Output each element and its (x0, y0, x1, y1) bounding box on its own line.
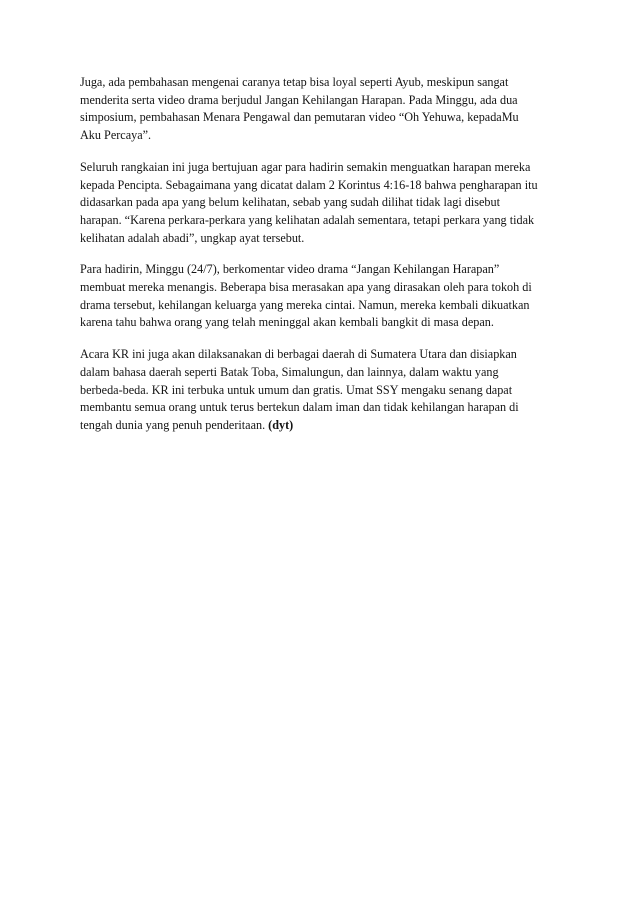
text-line: Acara KR ini juga akan dilaksanakan di berbagai daerah di Sumatera Utara dan disiapkan (80, 347, 517, 362)
text-line: karena tahu bahwa orang yang telah meninggal akan kembali bangkit di masa depan. (80, 315, 494, 330)
paragraph-2 (80, 159, 564, 248)
text-line: simposium, pembahasan Menara Pengawal dan pemutaran video “Oh Yehuwa, kepadaMu (80, 110, 519, 125)
text-line: membantu semua orang untuk terus bertekun dalam iman dan tidak kehilangan harapan di (80, 400, 519, 415)
text-line: didasarkan pada apa yang belum kelihatan, sebab yang sudah dilihat tidak lagi disebut (80, 195, 501, 210)
text-line: drama tersebut, kehilangan keluarga yang mereka cintai. Namun, mereka kembali dikuatkan (80, 297, 530, 312)
text-line: Para hadirin, Minggu (24/7), berkomentar video drama “Jangan Kehilangan Harapan” (80, 262, 500, 277)
text-line: kepada Pencipta. Sebagaimana yang dicatat dalam 2 Korintus 4:16-18 bahwa pengharapan itu (80, 177, 538, 192)
text-line: dalam bahasa daerah seperti Batak Toba, Simalungun, dan lainnya, dalam waktu yang (80, 364, 499, 379)
text-line: menderita serta video drama berjudul Jangan Kehilangan Harapan. Pada Minggu, ada dua (80, 92, 518, 107)
text-line-content: tengah dunia yang penuh penderitaan. (80, 417, 266, 432)
text-line: berbeda-beda. KR ini terbuka untuk umum dan gratis. Umat SSY mengaku senang dapat (80, 382, 513, 397)
text-line: harapan. “Karena perkara-perkara yang kelihatan adalah sementara, tetapi perkara yang tidak (80, 212, 535, 227)
paragraph-4 (80, 346, 564, 435)
text-line: Aku Percaya”. (80, 128, 152, 143)
text-line: Juga, ada pembahasan mengenai caranya tetap bisa loyal seperti Ayub, meskipun sangat (80, 75, 509, 89)
text-line: Seluruh rangkaian ini juga bertujuan agar para hadirin semakin menguatkan harapan mereka (80, 159, 531, 174)
paragraph-3 (80, 261, 564, 332)
text-line-last (80, 417, 564, 435)
text-line: kelihatan adalah abadi”, ungkap ayat tersebut. (80, 230, 305, 245)
paragraph-1 (80, 74, 564, 145)
text-line: membuat mereka menangis. Beberapa bisa merasakan apa yang dirasakan oleh para tokoh di (80, 280, 532, 295)
document-page (80, 74, 564, 449)
author-signature: (dyt) (268, 417, 294, 432)
